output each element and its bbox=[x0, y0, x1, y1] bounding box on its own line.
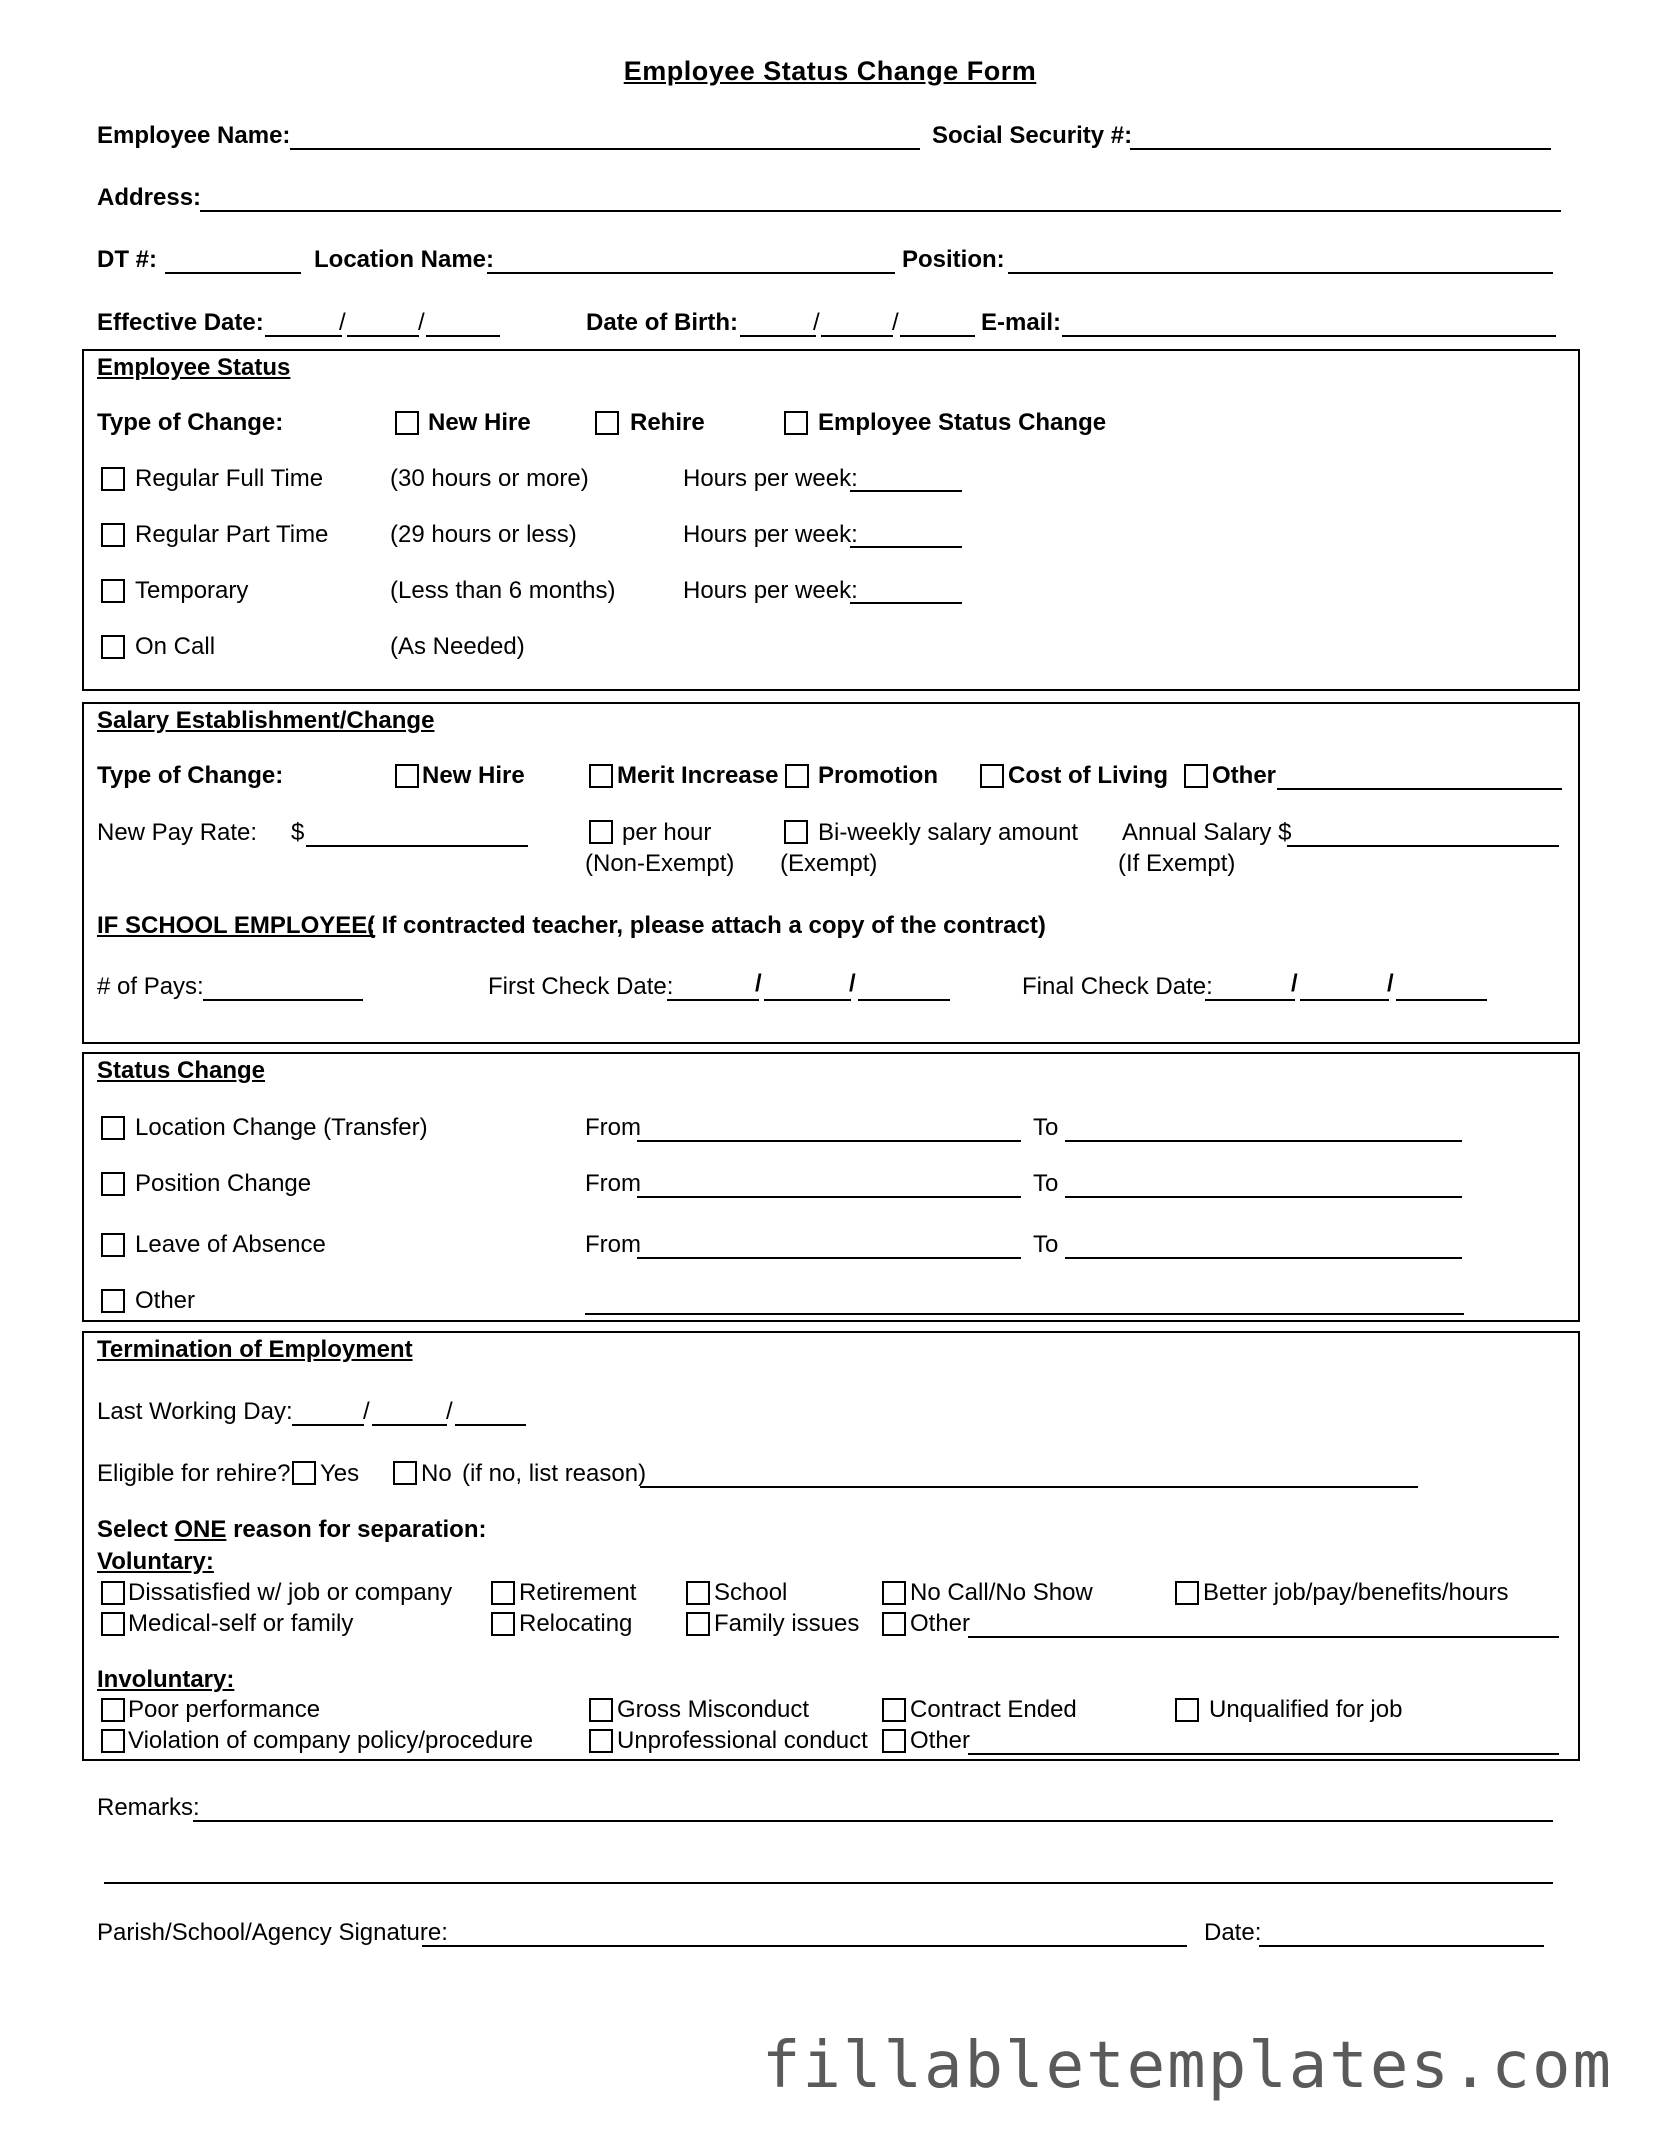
date-label: Date: bbox=[1204, 1919, 1262, 1946]
rehire-yes-label: Yes bbox=[320, 1460, 360, 1487]
last-day-year[interactable] bbox=[455, 1424, 526, 1426]
unprofessional-conduct-label: Unprofessional conduct bbox=[617, 1727, 868, 1754]
exempt-label: (Exempt) bbox=[780, 850, 878, 877]
hours-per-week-field[interactable] bbox=[850, 602, 962, 604]
position-from-field[interactable] bbox=[637, 1196, 1021, 1198]
gross-misconduct-label: Gross Misconduct bbox=[617, 1696, 810, 1723]
position-label: Position: bbox=[902, 246, 1005, 273]
dob-label: Date of Birth: bbox=[586, 309, 738, 336]
date-separator: / bbox=[339, 309, 346, 336]
select-suffix: reason for separation: bbox=[226, 1516, 487, 1543]
signature-date-field[interactable] bbox=[1259, 1945, 1544, 1947]
ssn-field[interactable] bbox=[1130, 148, 1551, 150]
location-change-checkbox[interactable] bbox=[101, 1116, 125, 1140]
voluntary-other-field[interactable] bbox=[968, 1636, 1559, 1638]
rehire-no-label: No bbox=[421, 1460, 452, 1487]
new-hire-label: New Hire bbox=[428, 409, 531, 436]
leave-to-field[interactable] bbox=[1065, 1257, 1462, 1259]
from-label: From bbox=[585, 1170, 641, 1197]
promotion-label: Promotion bbox=[818, 762, 938, 789]
email-field[interactable] bbox=[1062, 335, 1556, 337]
regular-part-time-checkbox[interactable] bbox=[101, 523, 125, 547]
dissatisfied-checkbox[interactable] bbox=[101, 1581, 125, 1605]
dt-field[interactable] bbox=[165, 272, 301, 274]
dob-year[interactable] bbox=[900, 335, 975, 337]
date-separator: / bbox=[418, 309, 425, 336]
email-label: E-mail: bbox=[981, 309, 1062, 336]
poor-performance-checkbox[interactable] bbox=[101, 1698, 125, 1722]
dollar-sign: $ bbox=[291, 819, 305, 846]
first-check-day[interactable] bbox=[764, 999, 851, 1001]
poor-performance-label: Poor performance bbox=[128, 1696, 321, 1723]
annual-salary-label: Annual Salary $ bbox=[1122, 819, 1292, 846]
watermark-text: fillabletemplates.com bbox=[761, 2029, 1613, 2103]
cost-of-living-checkbox[interactable] bbox=[980, 764, 1004, 788]
status-other-label: Other bbox=[135, 1287, 196, 1314]
new-pay-rate-label: New Pay Rate: bbox=[97, 819, 258, 846]
regular-part-time-note: (29 hours or less) bbox=[390, 521, 577, 548]
date-separator: / bbox=[363, 1398, 370, 1425]
status-type-of-change-label: Type of Change: bbox=[97, 409, 284, 436]
form-title: Employee Status Change Form bbox=[623, 56, 1037, 86]
merit-increase-label: Merit Increase bbox=[617, 762, 779, 789]
school-employee-note: ( If contracted teacher, please attach a copy of the contract) bbox=[367, 912, 1046, 939]
date-separator: / bbox=[1291, 970, 1298, 997]
retirement-checkbox[interactable] bbox=[491, 1581, 515, 1605]
on-call-checkbox[interactable] bbox=[101, 635, 125, 659]
rehire-label: Rehire bbox=[630, 409, 705, 436]
date-separator: / bbox=[849, 970, 856, 997]
no-call-no-show-label: No Call/No Show bbox=[910, 1579, 1093, 1606]
select-one-emphasis: ONE bbox=[174, 1516, 227, 1543]
employee-name-field[interactable] bbox=[290, 148, 920, 150]
rehire-checkbox[interactable] bbox=[595, 411, 619, 435]
rehire-no-checkbox[interactable] bbox=[393, 1461, 417, 1485]
last-day-month[interactable] bbox=[292, 1424, 364, 1426]
rehire-yes-checkbox[interactable] bbox=[292, 1461, 316, 1485]
school-label: School bbox=[714, 1579, 788, 1606]
from-label: From bbox=[585, 1114, 641, 1141]
dob-month[interactable] bbox=[740, 335, 816, 337]
employee-name-label: Employee Name: bbox=[97, 122, 291, 149]
effective-date-month[interactable] bbox=[265, 335, 342, 337]
address-field[interactable] bbox=[200, 210, 1561, 212]
effective-date-day[interactable] bbox=[347, 335, 419, 337]
to-label: To bbox=[1033, 1231, 1059, 1258]
location-name-field[interactable] bbox=[487, 272, 895, 274]
hours-per-week-label: Hours per week: bbox=[683, 465, 858, 492]
temporary-label: Temporary bbox=[135, 577, 249, 604]
leave-of-absence-checkbox[interactable] bbox=[101, 1233, 125, 1257]
better-job-label: Better job/pay/benefits/hours bbox=[1203, 1579, 1509, 1606]
employee-status-heading: Employee Status bbox=[97, 354, 291, 381]
involuntary-other-label: Other bbox=[910, 1727, 971, 1754]
regular-full-time-checkbox[interactable] bbox=[101, 467, 125, 491]
salary-other-checkbox[interactable] bbox=[1184, 764, 1208, 788]
date-separator: / bbox=[813, 309, 820, 336]
to-label: To bbox=[1033, 1170, 1059, 1197]
hours-per-week-field[interactable] bbox=[850, 490, 962, 492]
termination-heading: Termination of Employment bbox=[97, 1336, 413, 1363]
separation-reason-prompt bbox=[97, 1518, 486, 1542]
salary-other-label: Other bbox=[1212, 762, 1277, 789]
salary-other-field[interactable] bbox=[1277, 788, 1562, 790]
from-label: From bbox=[585, 1231, 641, 1258]
hours-per-week-label: Hours per week: bbox=[683, 521, 858, 548]
salary-new-hire-checkbox[interactable] bbox=[395, 764, 419, 788]
salary-new-hire-label: New Hire bbox=[422, 762, 525, 789]
signature-label: Parish/School/Agency Signature: bbox=[97, 1919, 448, 1946]
biweekly-label: Bi-weekly salary amount bbox=[818, 819, 1079, 846]
address-label: Address: bbox=[97, 184, 202, 211]
position-change-label: Position Change bbox=[135, 1170, 312, 1197]
medical-checkbox[interactable] bbox=[101, 1612, 125, 1636]
retirement-label: Retirement bbox=[519, 1579, 637, 1606]
status-change-heading: Status Change bbox=[97, 1057, 266, 1084]
last-day-day[interactable] bbox=[372, 1424, 447, 1426]
no-call-no-show-checkbox[interactable] bbox=[882, 1581, 906, 1605]
no-reason-label: (if no, list reason) bbox=[462, 1460, 647, 1487]
dt-label: DT #: bbox=[97, 246, 157, 273]
signature-field[interactable] bbox=[422, 1945, 1187, 1947]
number-of-pays-label: # of Pays: bbox=[97, 973, 204, 1000]
status-other-field[interactable] bbox=[585, 1313, 1464, 1315]
unprofessional-conduct-checkbox[interactable] bbox=[589, 1729, 613, 1753]
biweekly-checkbox[interactable] bbox=[784, 820, 808, 844]
date-separator: / bbox=[1387, 970, 1394, 997]
location-to-field[interactable] bbox=[1065, 1140, 1462, 1142]
leave-from-field[interactable] bbox=[637, 1257, 1021, 1259]
voluntary-heading: Voluntary: bbox=[97, 1548, 214, 1575]
employee-status-section bbox=[82, 349, 1580, 691]
no-reason-field[interactable] bbox=[640, 1486, 1418, 1488]
hours-per-week-label: Hours per week: bbox=[683, 577, 858, 604]
family-issues-checkbox[interactable] bbox=[686, 1612, 710, 1636]
contract-ended-checkbox[interactable] bbox=[882, 1698, 906, 1722]
salary-heading: Salary Establishment/Change bbox=[97, 707, 435, 734]
employee-status-change-checkbox[interactable] bbox=[784, 411, 808, 435]
new-pay-rate-field[interactable] bbox=[306, 845, 528, 847]
non-exempt-label: (Non-Exempt) bbox=[585, 850, 735, 877]
school-checkbox[interactable] bbox=[686, 1581, 710, 1605]
location-change-label: Location Change (Transfer) bbox=[135, 1114, 428, 1141]
regular-full-time-note: (30 hours or more) bbox=[390, 465, 589, 492]
dissatisfied-label: Dissatisfied w/ job or company bbox=[128, 1579, 453, 1606]
final-check-date-label: Final Check Date: bbox=[1022, 973, 1213, 1000]
gross-misconduct-checkbox[interactable] bbox=[589, 1698, 613, 1722]
better-job-checkbox[interactable] bbox=[1175, 1581, 1199, 1605]
hours-per-week-field[interactable] bbox=[850, 546, 962, 548]
if-exempt-label: (If Exempt) bbox=[1118, 850, 1236, 877]
regular-full-time-label: Regular Full Time bbox=[135, 465, 324, 492]
date-separator: / bbox=[446, 1398, 453, 1425]
position-field[interactable] bbox=[1008, 272, 1553, 274]
unqualified-checkbox[interactable] bbox=[1175, 1698, 1199, 1722]
position-change-checkbox[interactable] bbox=[101, 1172, 125, 1196]
leave-of-absence-label: Leave of Absence bbox=[135, 1231, 326, 1258]
relocating-label: Relocating bbox=[519, 1610, 633, 1637]
select-prefix: Select bbox=[97, 1516, 175, 1543]
effective-date-year[interactable] bbox=[426, 335, 500, 337]
policy-violation-label: Violation of company policy/procedure bbox=[128, 1727, 534, 1754]
contract-ended-label: Contract Ended bbox=[910, 1696, 1077, 1723]
final-check-month[interactable] bbox=[1205, 999, 1295, 1001]
involuntary-heading: Involuntary: bbox=[97, 1666, 235, 1693]
number-of-pays-field[interactable] bbox=[203, 999, 363, 1001]
cost-of-living-label: Cost of Living bbox=[1008, 762, 1168, 789]
location-name-label: Location Name: bbox=[314, 246, 495, 273]
remarks-field-line-2[interactable] bbox=[104, 1882, 1553, 1884]
voluntary-other-checkbox[interactable] bbox=[882, 1612, 906, 1636]
ssn-label: Social Security #: bbox=[932, 122, 1133, 149]
first-check-date-label: First Check Date: bbox=[488, 973, 674, 1000]
to-label: To bbox=[1033, 1114, 1059, 1141]
first-check-month[interactable] bbox=[667, 999, 759, 1001]
merit-increase-checkbox[interactable] bbox=[589, 764, 613, 788]
effective-date-label: Effective Date: bbox=[97, 309, 264, 336]
first-check-year[interactable] bbox=[858, 999, 950, 1001]
date-separator: / bbox=[755, 970, 762, 997]
on-call-note: (As Needed) bbox=[390, 633, 525, 660]
policy-violation-checkbox[interactable] bbox=[101, 1729, 125, 1753]
new-hire-checkbox[interactable] bbox=[395, 411, 419, 435]
position-to-field[interactable] bbox=[1065, 1196, 1462, 1198]
date-separator: / bbox=[892, 309, 899, 336]
medical-label: Medical-self or family bbox=[128, 1610, 354, 1637]
unqualified-label: Unqualified for job bbox=[1209, 1696, 1403, 1723]
eligible-rehire-label: Eligible for rehire? bbox=[97, 1460, 291, 1487]
promotion-checkbox[interactable] bbox=[785, 764, 809, 788]
temporary-checkbox[interactable] bbox=[101, 579, 125, 603]
annual-salary-field[interactable] bbox=[1287, 845, 1559, 847]
last-working-day-label: Last Working Day: bbox=[97, 1398, 293, 1425]
temporary-note: (Less than 6 months) bbox=[390, 577, 616, 604]
per-hour-checkbox[interactable] bbox=[589, 820, 613, 844]
on-call-label: On Call bbox=[135, 633, 216, 660]
school-employee-label: IF SCHOOL EMPLOYEE: bbox=[97, 912, 376, 939]
family-issues-label: Family issues bbox=[714, 1610, 860, 1637]
final-check-year[interactable] bbox=[1396, 999, 1487, 1001]
voluntary-other-label: Other bbox=[910, 1610, 971, 1637]
remarks-label: Remarks: bbox=[97, 1794, 200, 1821]
relocating-checkbox[interactable] bbox=[491, 1612, 515, 1636]
salary-type-of-change-label: Type of Change: bbox=[97, 762, 284, 789]
involuntary-other-checkbox[interactable] bbox=[882, 1729, 906, 1753]
final-check-day[interactable] bbox=[1300, 999, 1389, 1001]
remarks-field[interactable] bbox=[193, 1820, 1553, 1822]
regular-part-time-label: Regular Part Time bbox=[135, 521, 329, 548]
status-other-checkbox[interactable] bbox=[101, 1289, 125, 1313]
location-from-field[interactable] bbox=[637, 1140, 1021, 1142]
per-hour-label: per hour bbox=[622, 819, 712, 846]
employee-status-change-label: Employee Status Change bbox=[818, 409, 1107, 436]
involuntary-other-field[interactable] bbox=[968, 1753, 1559, 1755]
dob-day[interactable] bbox=[821, 335, 893, 337]
